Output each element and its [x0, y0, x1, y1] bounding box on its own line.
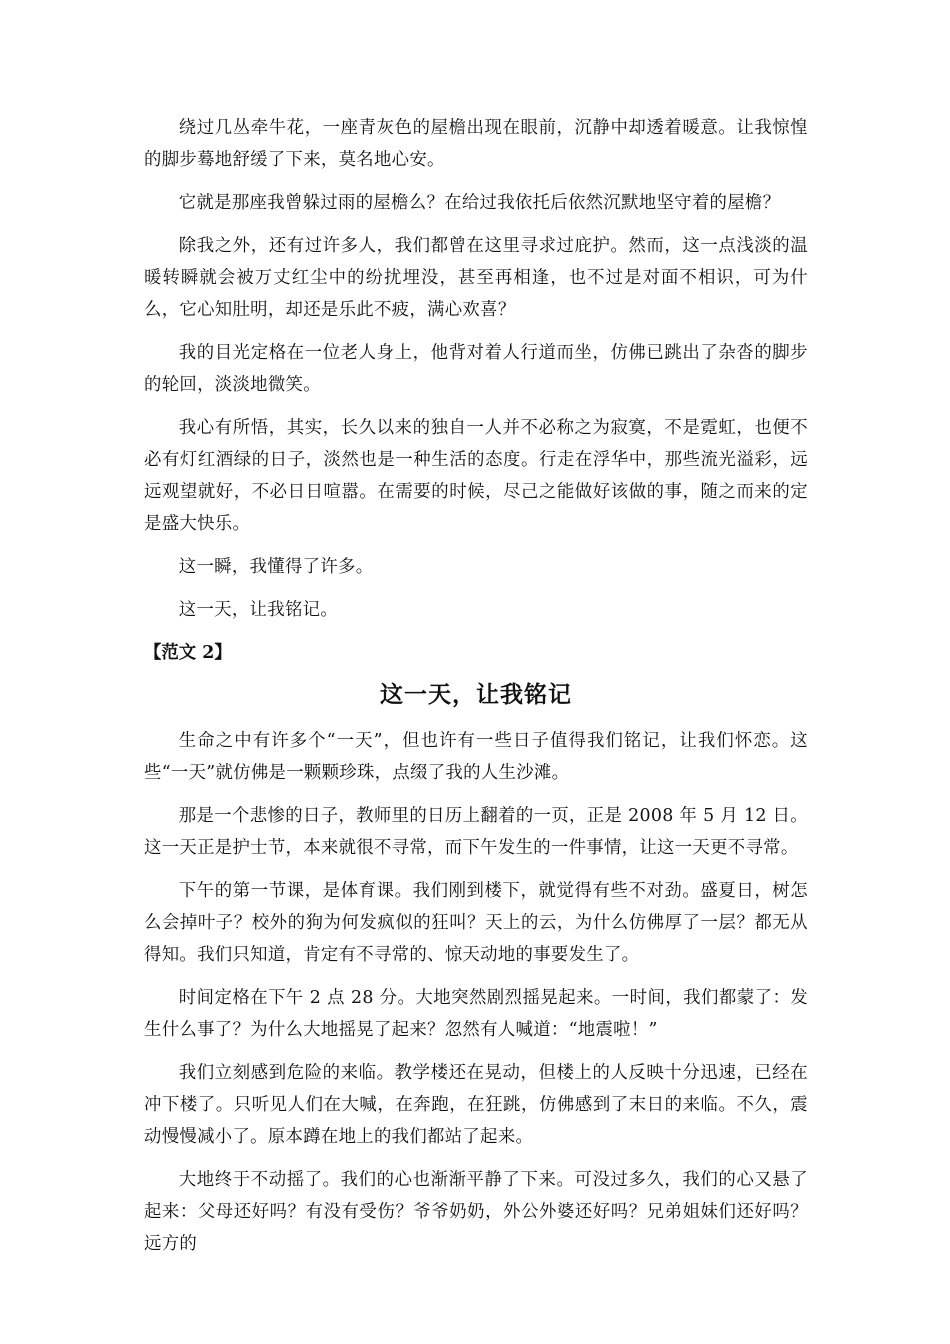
paragraph: 我的目光定格在一位老人身上，他背对着人行道而坐，仿佛已跳出了杂沓的脚步的轮回，淡淡地微笑。	[144, 343, 808, 395]
document-page	[144, 112, 808, 1271]
paragraph: 大地终于不动摇了。我们的心也渐渐平静了下来。可没过多久，我们的心又悬了起来：父母还好吗？有没有受伤？爷爷奶奶，外公外婆还好吗？兄弟姐妹们还好吗？远方的	[144, 1170, 808, 1254]
paragraph: 那是一个悲惨的日子，教师里的日历上翻着的一页，正是 2008 年 5 月 12 日。这一天正是护士节，本来就很不寻常，而下午发生的一件事情，让这一天更不寻常。	[144, 806, 808, 858]
paragraph: 这一天，让我铭记。	[178, 600, 339, 620]
paragraph: 时间定格在下午 2 点 28 分。大地突然剧烈摇晃起来。一时间，我们都蒙了：发生什么事了？为什么大地摇晃了起来？忽然有人喊道：“地震啦！”	[144, 988, 808, 1040]
paragraph: 除我之外，还有过许多人，我们都曾在这里寻求过庇护。然而，这一点浅淡的温暖转瞬就会被万丈红尘中的纷扰埋没，甚至再相逢，也不过是对面不相识，可为什么，它心知肚明，却还是乐此不疲，满心欢喜？	[144, 236, 808, 320]
essay-title: 这一天，让我铭记	[380, 681, 572, 708]
section-label: 【范文 2】	[144, 643, 232, 663]
paragraph: 绕过几丛牵牛花，一座青灰色的屋檐出现在眼前，沉静中却透着暖意。让我惊惶的脚步蓦地舒缓了下来，莫名地心安。	[144, 118, 808, 170]
paragraph: 我心有所悟，其实，长久以来的独自一人并不必称之为寂寞，不是霓虹，也便不必有灯红酒绿的日子，淡然也是一种生活的态度。行走在浮华中，那些流光溢彩，远远观望就好，不必日日喧嚣。在需要的时候，尽己之能做好该做的事，随之而来的定是盛大快乐。	[144, 418, 808, 534]
paragraph: 这一瞬，我懂得了许多。	[178, 557, 374, 577]
paragraph: 它就是那座我曾躲过雨的屋檐么？在给过我依托后依然沉默地坚守着的屋檐？	[178, 193, 781, 213]
paragraph: 下午的第一节课，是体育课。我们刚到楼下，就觉得有些不对劲。盛夏日，树怎么会掉叶子？校外的狗为何发疯似的狂叫？天上的云，为什么仿佛厚了一层？都无从得知。我们只知道，肯定有不寻常的、惊天动地的事要发生了。	[144, 881, 808, 965]
paragraph: 生命之中有许多个“一天”，但也许有一些日子值得我们铭记，让我们怀恋。这些“一天”就仿佛是一颗颗珍珠，点缀了我的人生沙滩。	[144, 731, 808, 783]
paragraph: 我们立刻感到危险的来临。教学楼还在晃动，但楼上的人反映十分迅速，已经在冲下楼了。只听见人们在大喊，在奔跑，在狂跳，仿佛感到了末日的来临。不久，震动慢慢减小了。原本蹲在地上的我们都站了起来。	[144, 1063, 808, 1147]
